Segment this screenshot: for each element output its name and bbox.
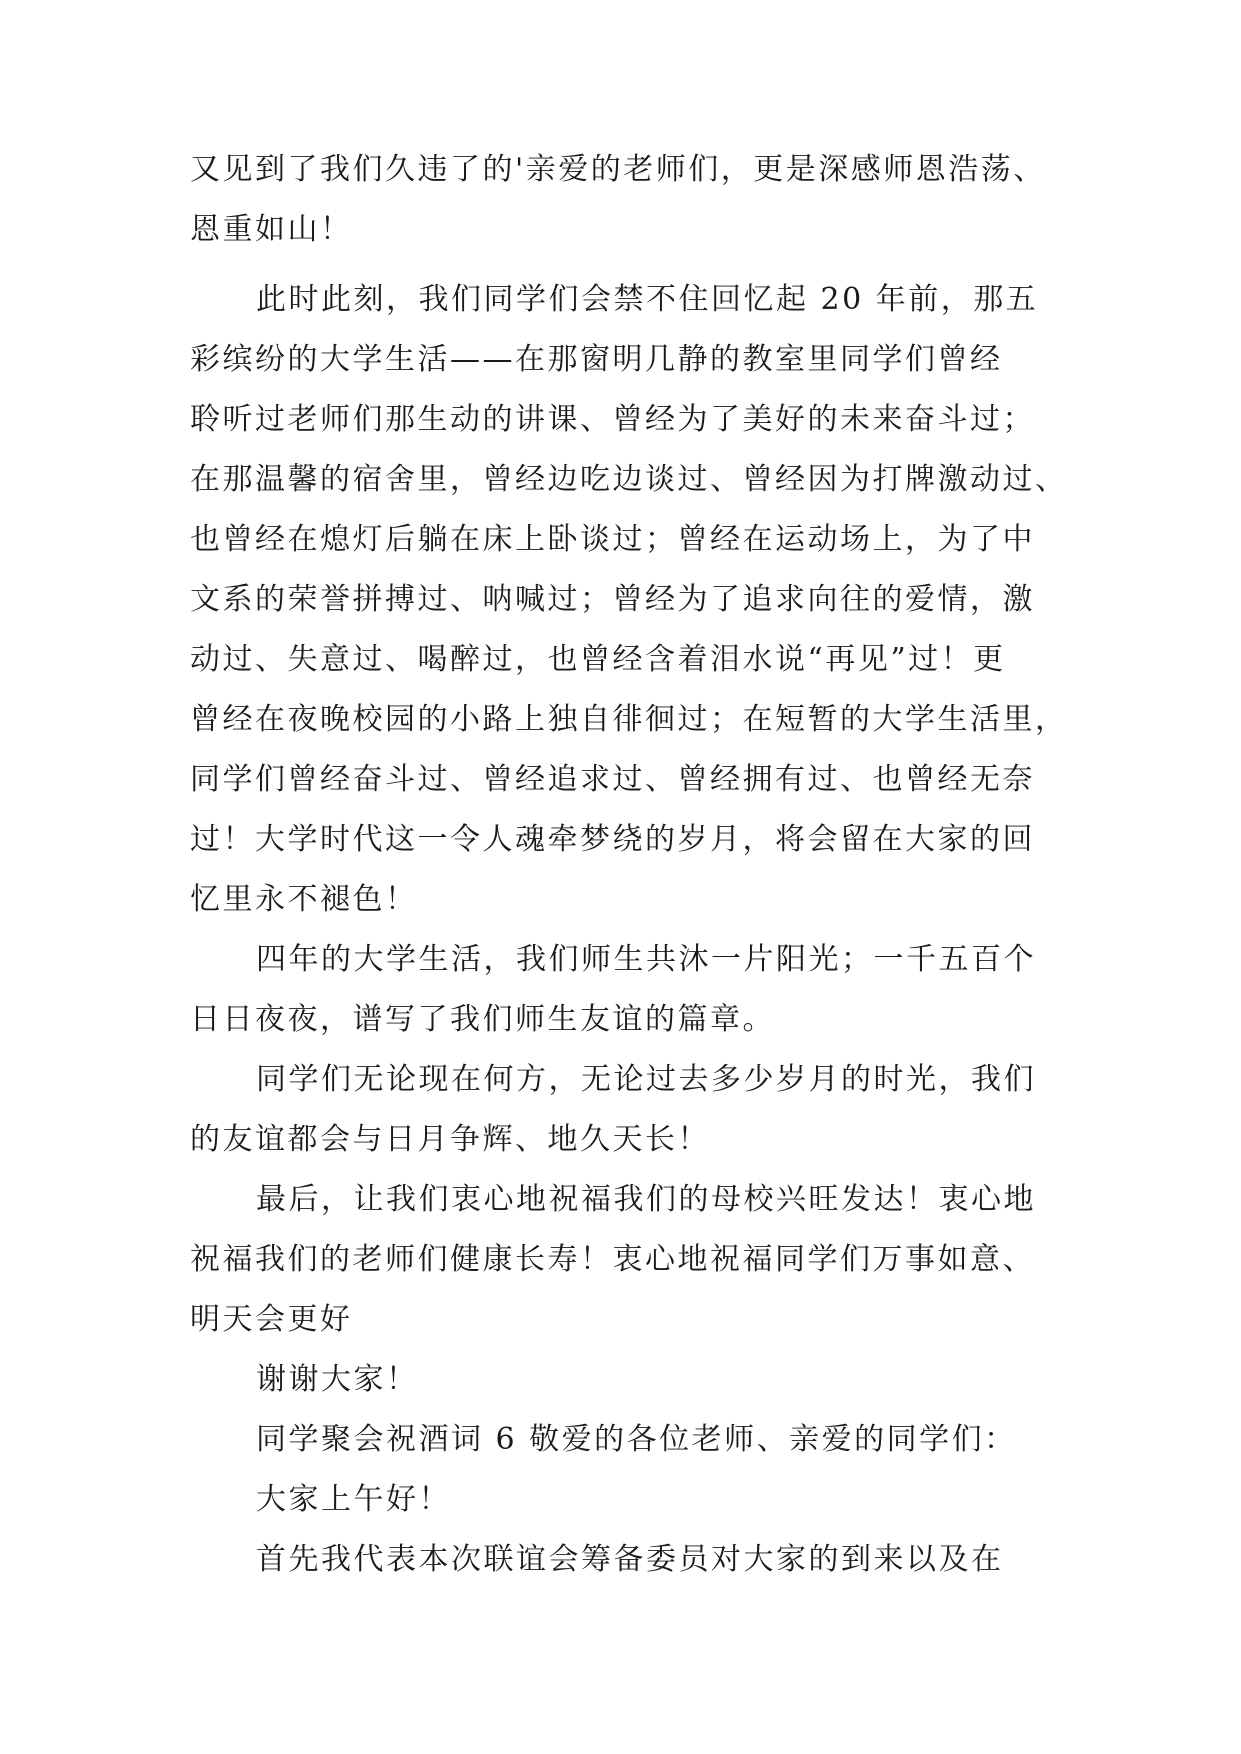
text-line: 祝福我们的老师们健康长寿！衷心地祝福同学们万事如意、 <box>190 1242 1035 1277</box>
text-line: 文系的荣誉拼搏过、呐喊过；曾经为了追求向往的爱情，激 <box>190 582 1035 617</box>
text-line: 明天会更好 <box>190 1302 353 1337</box>
text-line: 彩缤纷的大学生活——在那窗明几静的教室里同学们曾经 <box>190 342 1003 377</box>
text-line: 日日夜夜，谱写了我们师生友谊的篇章。 <box>190 1002 775 1037</box>
paragraph-start: 首先我代表本次联谊会筹备委员对大家的到来以及在 <box>256 1542 1004 1577</box>
paragraph-start: 此时此刻，我们同学们会禁不住回忆起 20 年前，那五 <box>256 282 1039 317</box>
text-line: 忆里永不褪色！ <box>190 882 418 917</box>
paragraph-start: 四年的大学生活，我们师生共沐一片阳光；一千五百个 <box>256 942 1036 977</box>
text-line: 在那温馨的宿舍里，曾经边吃边谈过、曾经因为打牌激动过、 <box>190 462 1068 497</box>
paragraph-start: 同学聚会祝酒词 6 敬爱的各位老师、亲爱的同学们： <box>256 1422 1017 1457</box>
paragraph-start: 大家上午好！ <box>256 1482 451 1517</box>
text-line: 同学们曾经奋斗过、曾经追求过、曾经拥有过、也曾经无奈 <box>190 762 1035 797</box>
text-line: 又见到了我们久违了的'亲爱的老师们，更是深感师恩浩荡、 <box>190 152 1046 187</box>
text-line: 过！大学时代这一令人魂牵梦绕的岁月，将会留在大家的回 <box>190 822 1035 857</box>
text-line: 也曾经在熄灯后躺在床上卧谈过；曾经在运动场上，为了中 <box>190 522 1035 557</box>
text-line: 曾经在夜晚校园的小路上独自徘徊过；在短暂的大学生活里， <box>190 702 1068 737</box>
paragraph-start: 谢谢大家！ <box>256 1362 419 1397</box>
paragraph-start: 同学们无论现在何方，无论过去多少岁月的时光，我们 <box>256 1062 1036 1097</box>
paragraph-start: 最后，让我们衷心地祝福我们的母校兴旺发达！衷心地 <box>256 1182 1036 1217</box>
text-line: 恩重如山！ <box>190 212 353 247</box>
text-line: 动过、失意过、喝醉过，也曾经含着泪水说“再见”过！更 <box>190 642 1006 677</box>
text-line: 的友谊都会与日月争辉、地久天长！ <box>190 1122 710 1157</box>
text-line: 聆听过老师们那生动的讲课、曾经为了美好的未来奋斗过； <box>190 402 1035 437</box>
